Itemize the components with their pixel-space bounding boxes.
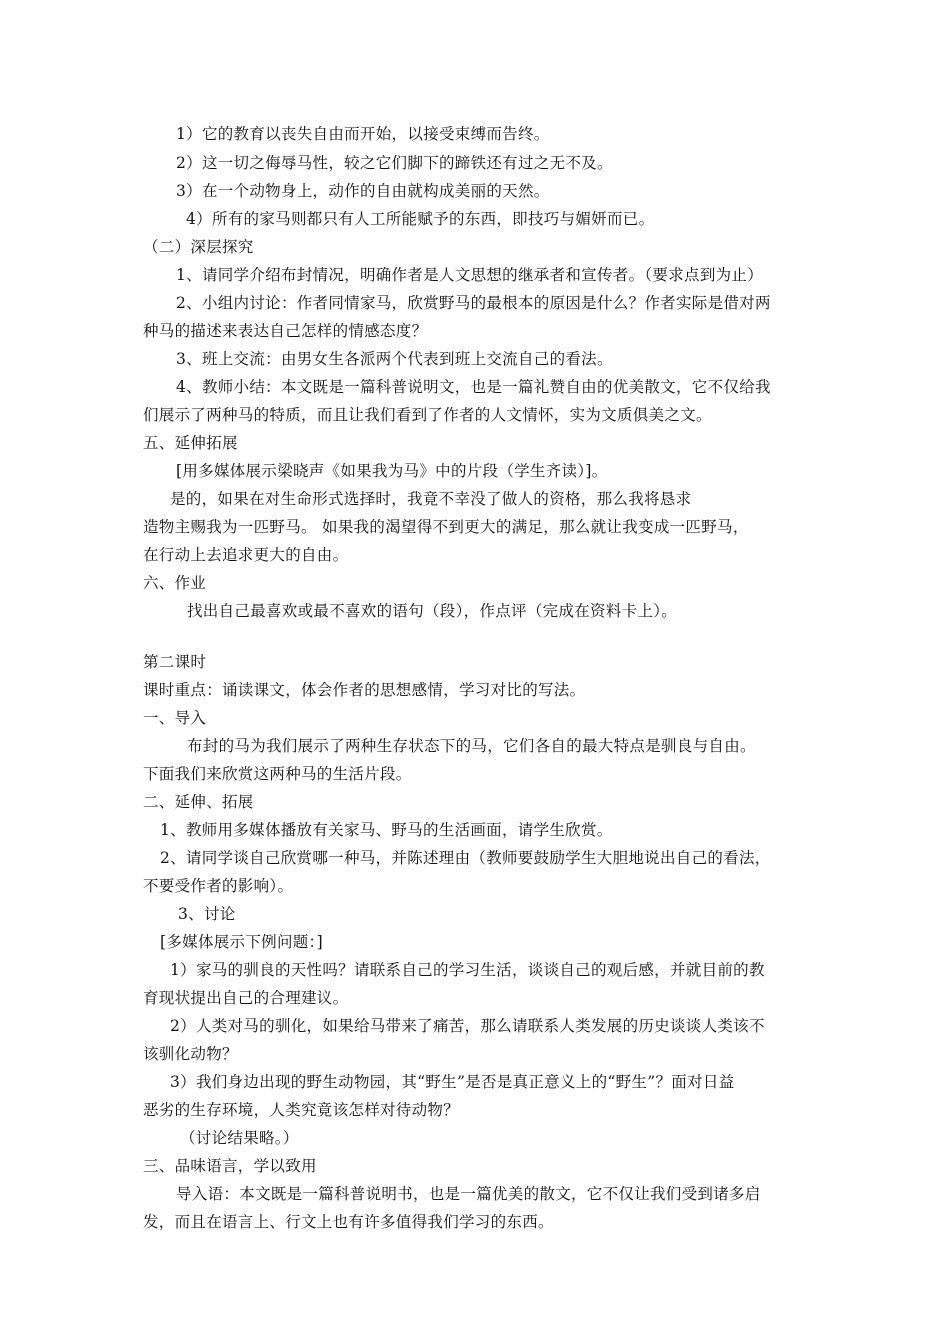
- text-line: 下面我们来欣赏这两种马的生活片段。: [143, 765, 412, 783]
- text-line: 布封的马为我们展示了两种生存状态下的马，它们各自的最大特点是驯良与自由。: [187, 737, 756, 755]
- section-heading: 一、导入: [143, 709, 207, 727]
- lesson-heading: 第二课时: [143, 653, 207, 671]
- text-line: 4）所有的家马则都只有人工所能赋予的东西，即技巧与媚妍而已。: [186, 210, 655, 228]
- text-line: 导入语：本文既是一篇科普说明书，也是一篇优美的散文，它不仅让我们受到诸多启: [176, 1185, 761, 1203]
- text-line: 育现状提出自己的合理建议。: [143, 989, 349, 1007]
- text-line: 3、讨论: [178, 905, 236, 923]
- text-line: 造物主赐我为一匹野马。 如果我的渴望得不到更大的满足，那么就让我变成一匹野马，: [143, 518, 749, 536]
- section-heading: 五、延伸拓展: [143, 434, 238, 452]
- text-line: 恶劣的生存环境，人类究竟该怎样对待动物？: [143, 1101, 460, 1119]
- text-line: 该驯化动物？: [143, 1045, 238, 1063]
- text-line: 课时重点：诵读课文，体会作者的思想感情，学习对比的写法。: [143, 681, 586, 699]
- text-line: [多媒体展示下例问题：]: [160, 933, 323, 951]
- text-line: 1）家马的驯良的天性吗？请联系自己的学习生活，谈谈自己的观后感，并就目前的教: [170, 961, 765, 979]
- text-line: 2）这一切之侮辱马性，较之它们脚下的蹄铁还有过之无不及。: [176, 154, 613, 172]
- text-line: 发，而且在语言上、行文上也有许多值得我们学习的东西。: [143, 1213, 554, 1231]
- text-line: 3）在一个动物身上，动作的自由就构成美丽的天然。: [176, 182, 550, 200]
- text-line: 2）人类对马的驯化，如果给马带来了痛苦，那么请联系人类发展的历史谈谈人类该不: [170, 1017, 765, 1035]
- text-line: 们展示了两种马的特质，而且让我们看到了作者的人文情怀，实为文质俱美之文。: [143, 406, 712, 424]
- text-line: 不要受作者的影响）。: [143, 877, 294, 895]
- text-line: 1、请同学介绍布封情况，明确作者是人文思想的继承者和宣传者。（要求点到为止）: [176, 266, 764, 284]
- text-line: 1）它的教育以丧失自由而开始，以接受束缚而告终。: [176, 125, 550, 143]
- text-line: 是的，如果在对生命形式选择时，我竟不幸没了做人的资格，那么我将恳求: [170, 490, 692, 508]
- text-line: 找出自己最喜欢或最不喜欢的语句（段），作点评（完成在资料卡上）。: [187, 602, 678, 620]
- section-heading: （二）深层探究: [143, 238, 254, 256]
- text-line: （讨论结果略。）: [180, 1129, 299, 1147]
- text-line: 4、教师小结：本文既是一篇科普说明文，也是一篇礼赞自由的优美散文，它不仅给我: [176, 378, 771, 396]
- text-line: 在行动上去追求更大的自由。: [143, 546, 349, 564]
- text-line: 3、班上交流：由男女生各派两个代表到班上交流自己的看法。: [176, 350, 613, 368]
- text-line: 1、教师用多媒体播放有关家马、野马的生活画面，请学生欣赏。: [160, 821, 613, 839]
- section-heading: 二、延伸、拓展: [143, 793, 254, 811]
- text-line: 种马的描述来表达自己怎样的情感态度？: [143, 322, 428, 340]
- text-line: 3）我们身边出现的野生动物园，其“野生”是否是真正意义上的“野生”？面对日益: [170, 1073, 735, 1091]
- text-line: 2、请同学谈自己欣赏哪一种马，并陈述理由（教师要鼓励学生大胆地说出自己的看法，: [160, 849, 771, 867]
- text-line: 2、小组内讨论：作者同情家马，欣赏野马的最根本的原因是什么？作者实际是借对两: [176, 294, 771, 312]
- text-line: [用多媒体展示梁晓声《如果我为马》中的片段（学生齐读）]。: [176, 462, 608, 480]
- section-heading: 六、作业: [143, 574, 207, 592]
- section-heading: 三、品味语言，学以致用: [143, 1157, 317, 1175]
